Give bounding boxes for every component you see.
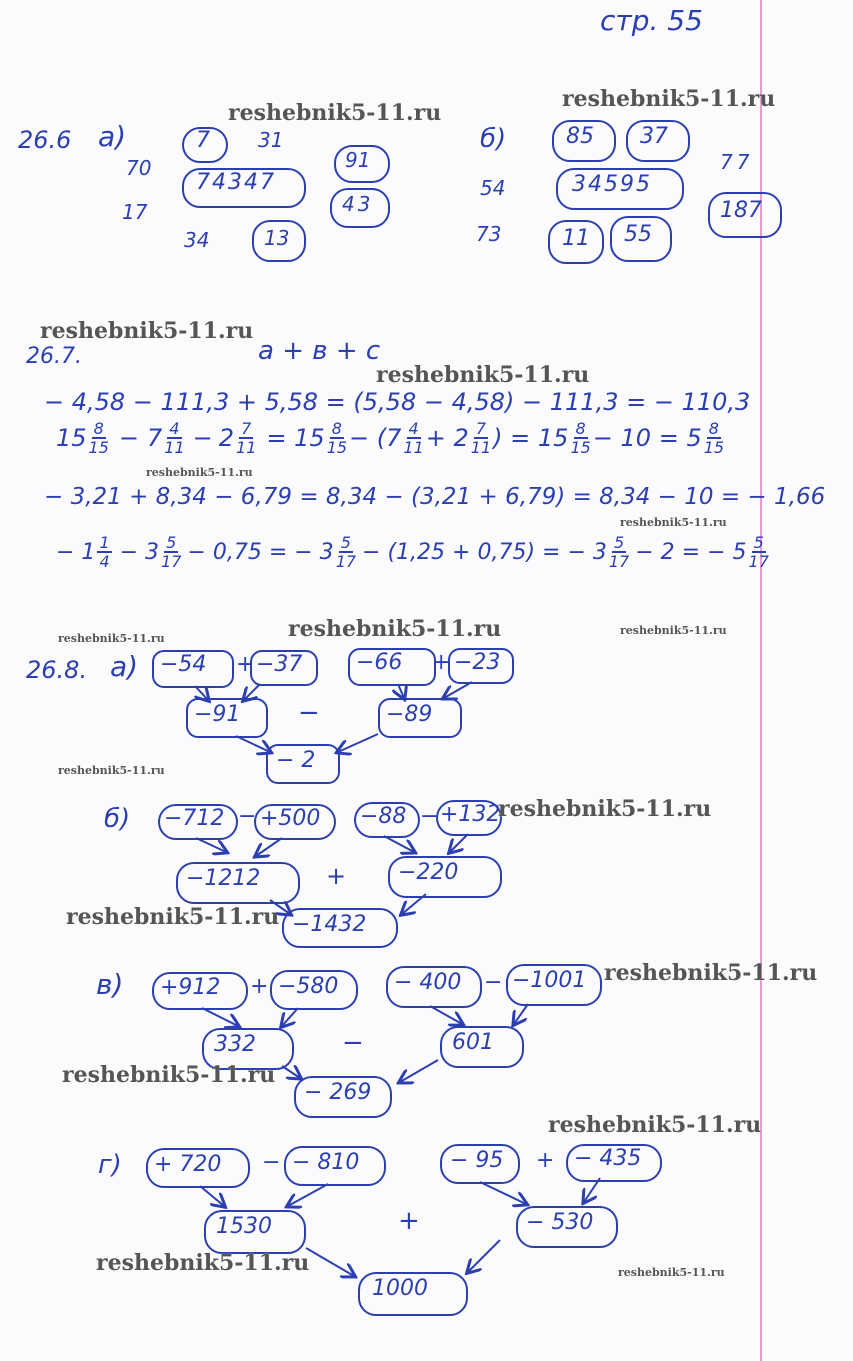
val-b1: −712	[164, 806, 225, 831]
expr-line-1: − 4,58 − 111,3 + 5,58 = (5,58 − 4,58) − 111,3 = − 110,3	[44, 388, 751, 416]
term: − (7	[349, 424, 402, 452]
watermark: reshebnik5-11.ru	[376, 362, 590, 388]
op-c2: −	[484, 970, 503, 995]
op-b1: −	[238, 804, 257, 829]
arrow	[200, 1186, 224, 1206]
num-7: 7	[196, 128, 210, 153]
arrow	[468, 1240, 500, 1272]
num-37: 37	[640, 124, 668, 149]
val-b7: −1432	[292, 912, 367, 937]
task-26-8-b-label: б)	[104, 804, 131, 834]
fraction: $\frac{7}{11}$	[470, 419, 492, 457]
watermark: reshebnik5-11.ru	[604, 960, 818, 986]
fraction: $\frac{5}{17}$	[161, 533, 182, 571]
task-26-7-label: 26.7.	[26, 344, 82, 369]
watermark: reshebnik5-11.ru	[620, 624, 727, 637]
num-11: 11	[562, 226, 590, 251]
expr-line-2	[56, 420, 726, 456]
num-13: 13	[264, 226, 290, 250]
arrow	[400, 1060, 438, 1082]
arrow	[288, 1184, 328, 1206]
term: −	[118, 424, 140, 452]
val-d6: − 530	[526, 1210, 594, 1235]
task-26-7-hint: a + в + c	[258, 336, 381, 366]
arrow	[444, 682, 472, 698]
num-17: 17	[122, 200, 148, 224]
fraction: $\frac{8}{15}$	[570, 419, 591, 457]
watermark: reshebnik5-11.ru	[620, 516, 727, 529]
arrow	[398, 684, 404, 698]
arrow	[430, 1006, 462, 1024]
term: −	[192, 424, 213, 452]
val-a7: − 2	[276, 748, 316, 773]
op-d3: +	[398, 1206, 420, 1236]
val-c6: 601	[452, 1030, 494, 1055]
watermark: reshebnik5-11.ru	[548, 1112, 762, 1138]
page-label: стр. 55	[600, 4, 703, 37]
term: ) = 15	[493, 424, 569, 452]
val-b6: −220	[398, 860, 459, 885]
fraction: $\frac{4}{11}$	[164, 419, 185, 457]
val-c3: − 400	[394, 970, 462, 995]
arrow	[480, 1182, 526, 1204]
arrow	[282, 1066, 300, 1078]
term: − 0,75 = − 3	[187, 539, 334, 565]
fraction: $\frac{5}{17}$	[748, 533, 769, 571]
task-26-6-label: 26.6	[18, 126, 72, 154]
op-b3: +	[326, 862, 347, 890]
val-a5: −91	[194, 702, 241, 727]
val-b2: +500	[260, 806, 321, 831]
num-43: 43	[342, 192, 374, 216]
arrow	[384, 836, 414, 852]
task-26-6-b-label: б)	[480, 124, 507, 154]
num-85: 85	[566, 124, 594, 149]
num-187: 187	[720, 198, 762, 223]
term: 15	[56, 424, 87, 452]
val-a2: −37	[256, 652, 303, 677]
num-31: 31	[258, 128, 284, 152]
fraction: $\frac{8}{15}$	[326, 419, 348, 457]
fraction: $\frac{5}{17}$	[608, 533, 630, 571]
watermark: reshebnik5-11.ru	[58, 632, 165, 645]
fraction: $\frac{5}{17}$	[335, 533, 357, 571]
val-d7: 1000	[372, 1276, 428, 1301]
arrow	[196, 838, 226, 852]
term: + 2	[425, 424, 469, 452]
num-77: 77	[720, 150, 754, 174]
term: − 2 = − 5	[635, 539, 747, 565]
num-55: 55	[624, 222, 652, 247]
watermark: reshebnik5-11.ru	[96, 1250, 310, 1276]
num-54: 54	[480, 176, 506, 200]
op-d2: +	[536, 1148, 555, 1173]
watermark: reshebnik5-11.ru	[66, 904, 280, 930]
term: − 1	[56, 539, 96, 565]
num-70: 70	[126, 156, 152, 180]
watermark: reshebnik5-11.ru	[58, 764, 165, 777]
val-a6: −89	[386, 702, 433, 727]
term: − 10 = 5	[592, 424, 702, 452]
task-26-6-a-label: а)	[98, 120, 127, 153]
watermark: reshebnik5-11.ru	[618, 1266, 725, 1279]
val-a1: −54	[160, 652, 207, 677]
task-26-8-c-label: в)	[96, 968, 124, 1001]
num-74347: 74347	[196, 170, 276, 195]
val-a3: −66	[356, 650, 403, 675]
val-d5: 1530	[216, 1214, 272, 1239]
val-d3: − 95	[450, 1148, 504, 1173]
num-91: 91	[345, 148, 371, 172]
arrow	[450, 834, 468, 852]
num-34: 34	[184, 228, 210, 252]
arrow	[282, 1008, 298, 1026]
op-a2: +	[432, 650, 451, 675]
expr-line-4	[56, 534, 771, 570]
val-c4: −1001	[512, 968, 587, 993]
task-26-8-label: 26.8.	[26, 656, 88, 684]
val-c5: 332	[214, 1032, 256, 1057]
fraction: $\frac{8}{15}$	[703, 419, 725, 457]
term: 2	[218, 424, 235, 452]
fraction: $\frac{1}{4}$	[99, 533, 110, 571]
val-b3: −88	[360, 804, 407, 829]
op-a3: −	[298, 698, 320, 728]
term: 7	[147, 424, 163, 452]
val-b4: +132	[440, 802, 501, 827]
arrow	[338, 734, 378, 752]
op-b2: −	[420, 804, 439, 829]
watermark: reshebnik5-11.ru	[288, 616, 502, 642]
num-34595: 34595	[572, 172, 652, 197]
watermark: reshebnik5-11.ru	[146, 466, 253, 479]
term: = 15	[266, 424, 325, 452]
op-d1: −	[262, 1150, 281, 1175]
watermark: reshebnik5-11.ru	[40, 318, 254, 344]
val-a4: −23	[454, 650, 501, 675]
task-26-8-a-label: а)	[110, 650, 139, 683]
val-d4: − 435	[574, 1146, 642, 1171]
val-c2: −580	[278, 974, 339, 999]
val-d2: − 810	[292, 1150, 360, 1175]
op-c1: +	[250, 974, 269, 999]
watermark: reshebnik5-11.ru	[562, 86, 776, 112]
arrow	[202, 1008, 238, 1026]
val-c1: +912	[160, 975, 221, 1000]
arrow	[306, 1248, 354, 1276]
val-d1: + 720	[154, 1152, 222, 1177]
term: − 3	[119, 539, 160, 565]
num-73: 73	[476, 222, 502, 246]
op-a1: +	[236, 652, 255, 677]
arrow	[256, 838, 282, 856]
arrow	[514, 1004, 528, 1024]
arrow	[236, 736, 270, 752]
task-26-8-d-label: г)	[98, 1150, 122, 1180]
fraction: $\frac{8}{15}$	[88, 419, 109, 457]
val-c7: − 269	[304, 1080, 372, 1105]
term: − (1,25 + 0,75) = − 3	[362, 539, 607, 565]
fraction: $\frac{4}{11}$	[403, 419, 424, 457]
fraction: $\frac{7}{11}$	[236, 419, 257, 457]
op-c3: −	[342, 1028, 364, 1058]
watermark: reshebnik5-11.ru	[62, 1062, 276, 1088]
watermark: reshebnik5-11.ru	[228, 100, 442, 126]
expr-line-3: − 3,21 + 8,34 − 6,79 = 8,34 − (3,21 + 6,79) = 8,34 − 10 = − 1,66	[44, 484, 826, 510]
watermark: reshebnik5-11.ru	[498, 796, 712, 822]
val-b5: −1212	[186, 866, 261, 891]
